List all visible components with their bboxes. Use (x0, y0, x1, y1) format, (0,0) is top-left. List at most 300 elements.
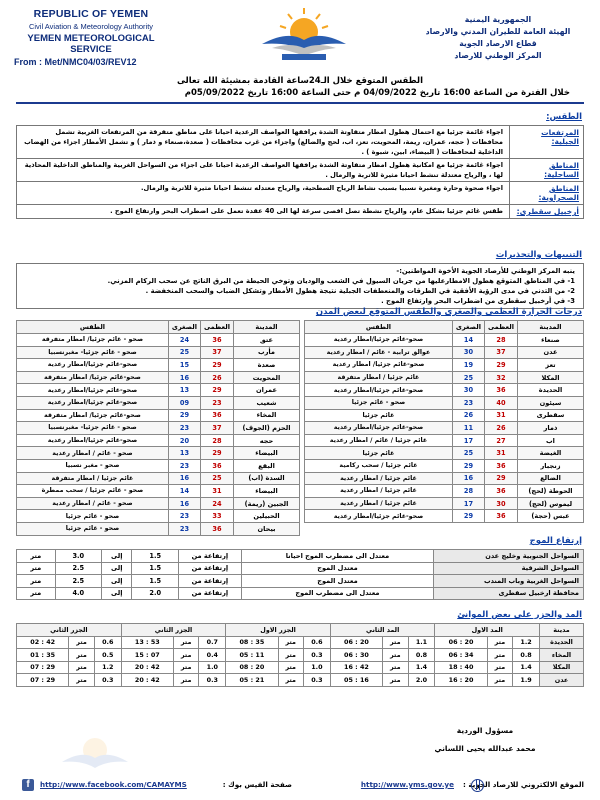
forecast-main-title: الطقس المتوقع خلال الـ24ساعة القادمة بمشيئة الله تعالى (176, 76, 424, 86)
wave-height-label: إرتفاعة من (179, 562, 242, 575)
city-name: بيحان (234, 522, 300, 535)
tide-unit: متر (69, 661, 94, 674)
temps-body-left (17, 334, 300, 536)
tide-time: 29 : 07 (17, 674, 69, 687)
wave-unit: متر (17, 550, 56, 563)
wave-to-label: إلى (102, 575, 132, 588)
tide-time: 42 : 20 (121, 661, 173, 674)
weather-section-title: الطقس: (546, 112, 582, 122)
min-temp: 29 (168, 409, 200, 422)
city-name: الغيضة (518, 447, 584, 460)
min-temp: 29 (452, 459, 484, 472)
wave-to: 3.0 (55, 550, 102, 563)
tide-unit: متر (383, 649, 408, 662)
wave-from: 2.0 (132, 587, 179, 600)
wave-state: معتدل الموج (241, 562, 433, 575)
tide-unit: متر (383, 636, 408, 649)
temps-section-title: درجات الحرارة العظمى والصغرى والطقس المتوقع لبعض المدن (315, 307, 582, 317)
max-temp: 30 (485, 497, 518, 510)
min-temp: 16 (168, 497, 200, 510)
city-name: الجبين (ريمة) (234, 497, 300, 510)
waves-table (16, 549, 584, 600)
tide-unit: متر (383, 661, 408, 674)
city-name: حجه (234, 434, 300, 447)
temps-row (305, 371, 584, 384)
temps-row (305, 510, 584, 523)
weather-desc: صحو-غائم جزئيا/امطار رعدية (17, 359, 169, 372)
weather-label: المناطق الصحراوية: (509, 182, 583, 204)
header-en-line3: YEMEN METEOROLOGICAL SERVICE (27, 33, 155, 55)
city-name: عبس (حجة) (518, 510, 584, 523)
tide-time: 11 : 05 (226, 649, 278, 662)
min-temp: 25 (168, 346, 200, 359)
tide-value: 1.9 (513, 674, 540, 687)
max-temp: 36 (485, 384, 518, 397)
tide-time: 20 : 08 (226, 661, 278, 674)
min-temp: 17 (452, 434, 484, 447)
tide-time: 40 : 18 (435, 661, 487, 674)
city-name: الحبيلين (234, 510, 300, 523)
weather-desc: صحو - غائم جزئيا/ امطار متفرقة (17, 334, 169, 347)
min-temp: 28 (452, 485, 484, 498)
tide-time: 42 : 16 (330, 661, 382, 674)
weather-text: اجواء صحوة وحارة ومغبرة نسبيا بسبب نشاط الرياح السطحية، والرياح معتدله تنشط احيانا مثيرة للاتربة والرمال. (141, 184, 503, 192)
temps-table-right (304, 320, 584, 523)
weather-row-mountains (17, 126, 583, 159)
weather-label: المرتفعات الجبلية: (509, 126, 583, 158)
temps-row (305, 346, 584, 359)
wave-region: السواحل الشرقية (434, 562, 584, 575)
tide-time: 07 : 15 (121, 649, 173, 662)
col-city-header: المدينة (518, 321, 584, 334)
min-temp: 14 (168, 485, 200, 498)
header-ar-line3: قطاع الارصاد الجوية (459, 39, 537, 48)
warning-line: ينبه المركز الوطني للأرصاد الجوية الأخوة المواطنين:- (396, 267, 575, 275)
temps-row (17, 359, 300, 372)
wave-row (17, 562, 584, 575)
wave-row (17, 550, 584, 563)
tides-header-row (17, 624, 584, 637)
temps-row (17, 472, 300, 485)
max-temp: 37 (485, 346, 518, 359)
weather-desc: صحو-غائم جزئيا/ امطار متفرقة (17, 371, 169, 384)
header-arabic-block (408, 14, 588, 62)
min-temp: 30 (452, 346, 484, 359)
min-temp: 13 (168, 447, 200, 460)
facebook-icon: f (22, 779, 34, 791)
max-temp: 33 (201, 510, 234, 523)
max-temp: 37 (201, 422, 234, 435)
max-temp: 32 (485, 371, 518, 384)
weather-desc: غائم جزئيا / سحب ركامية (305, 459, 453, 472)
temps-table-left (16, 320, 300, 536)
tides-section-title: المد والجزر على بعض الموانئ (457, 610, 582, 620)
wave-state: معتدل الى مضطرب الموج (241, 587, 433, 600)
tide-value: 1.2 (94, 661, 121, 674)
min-temp: 16 (452, 472, 484, 485)
weather-desc: غائم جزئيا (305, 409, 453, 422)
tide-unit: متر (487, 674, 512, 687)
tides-body (17, 636, 584, 686)
min-temp: 30 (452, 384, 484, 397)
city-name: عدن (518, 346, 584, 359)
city-name: المكلا (518, 371, 584, 384)
tide-time: 16 : 05 (330, 674, 382, 687)
tides-high1-header: المد الاول (435, 624, 540, 637)
weather-desc: صحو - غائم جزئيا (17, 510, 169, 523)
max-temp: 29 (485, 472, 518, 485)
tide-unit: متر (173, 636, 198, 649)
wave-row (17, 587, 584, 600)
max-temp: 27 (485, 434, 518, 447)
temps-row (17, 409, 300, 422)
city-name: ذمار (518, 422, 584, 435)
min-temp: 09 (168, 396, 200, 409)
header-ar-line1: الجمهورية اليمنية (464, 15, 532, 24)
tide-unit: متر (487, 649, 512, 662)
weather-desc: صحو-غائم جزئيا/امطار رعدية (305, 384, 453, 397)
min-temp: 15 (168, 359, 200, 372)
city-name: الحديدة (518, 384, 584, 397)
signature-role: مسؤول الوردية (456, 726, 514, 735)
temps-row (305, 422, 584, 435)
tide-time: 42 : 02 (17, 636, 69, 649)
temps-row (17, 447, 300, 460)
tide-port: الحديدة (540, 636, 584, 649)
temps-row (305, 472, 584, 485)
weather-desc: صحو-غائم جزئيا/ امطار متفرقة (17, 409, 169, 422)
tide-time: 21 : 05 (226, 674, 278, 687)
footer-site-link[interactable]: http://www.yms.gov.ye (360, 780, 454, 789)
min-temp: 23 (452, 396, 484, 409)
city-name: صعدة (234, 359, 300, 372)
min-temp: 16 (168, 371, 200, 384)
footer-site-label: الموقع الالكتروني للارصاد الجوية : (462, 780, 584, 789)
max-temp: 29 (201, 384, 234, 397)
temps-row (17, 346, 300, 359)
temps-body-right (305, 334, 584, 523)
city-name: البيضاء (234, 485, 300, 498)
tide-unit: متر (69, 636, 94, 649)
city-name: شعيب (234, 396, 300, 409)
temps-row (17, 422, 300, 435)
max-temp: 36 (201, 334, 234, 347)
warning-line: 2- من التدني في مدى الرؤية الأفقية في الطرقات والمنعطفات الجبلية نتيجة هطول الأمطار وتشكل الضباب والسحب المنخفضة . (145, 287, 575, 295)
weather-desc: صحو - غائم / امطار رعدية (17, 447, 169, 460)
wave-state: معتدل الموج (241, 575, 433, 588)
col-max-header: العظمى (201, 321, 234, 334)
min-temp: 29 (452, 510, 484, 523)
max-temp: 36 (201, 459, 234, 472)
header-ar-line2: الهيئة العامة للطيران المدني والارصاد (425, 27, 571, 36)
weather-desc: غائم جزئيا / امطار متفرقة (17, 472, 169, 485)
weather-desc: عوالق ترابية - غائم / امطار رعدية (305, 346, 453, 359)
weather-row-desert (17, 182, 583, 205)
tide-row (17, 649, 584, 662)
max-temp: 26 (485, 422, 518, 435)
tide-value: 1.0 (199, 661, 226, 674)
min-temp: 13 (168, 384, 200, 397)
col-city-header: المدينة (234, 321, 300, 334)
min-temp: 23 (168, 522, 200, 535)
tide-value: 1.1 (408, 636, 435, 649)
wave-to-label: إلى (102, 550, 132, 563)
max-temp: 31 (201, 485, 234, 498)
tide-time: 53 : 13 (121, 636, 173, 649)
wave-to: 2.5 (55, 562, 102, 575)
weather-desc: صحو - غائم / امطار رعدية (17, 497, 169, 510)
wave-unit: متر (17, 575, 56, 588)
tide-unit: متر (278, 674, 303, 687)
tide-port: عدن (540, 674, 584, 687)
tides-port-header: مدينة (540, 624, 584, 637)
header-en-line2: Civil Aviation & Meteorology Authority (28, 22, 154, 31)
city-name: عتق (234, 334, 300, 347)
tide-unit: متر (487, 636, 512, 649)
min-temp: 23 (168, 422, 200, 435)
temps-row (305, 384, 584, 397)
min-temp: 24 (168, 334, 200, 347)
tide-time: 20 : 06 (435, 636, 487, 649)
weather-desc: صحو-غائم جزئيا/امطار رعدية (17, 384, 169, 397)
min-temp: 11 (452, 422, 484, 435)
tide-value: 0.3 (199, 674, 226, 687)
footer-fb-link[interactable]: http://www.facebook.com/CAMAYMS (40, 780, 187, 789)
city-name: زنجبار (518, 459, 584, 472)
tide-value: 0.6 (94, 636, 121, 649)
tide-unit: متر (173, 661, 198, 674)
footer (16, 778, 584, 794)
temps-row (305, 447, 584, 460)
temps-row (17, 371, 300, 384)
wave-height-label: إرتفاعة من (179, 575, 242, 588)
wave-from: 1.5 (132, 575, 179, 588)
max-temp: 40 (485, 396, 518, 409)
forecast-titles (0, 76, 600, 104)
city-name: الحزم (الجوف) (234, 422, 300, 435)
max-temp: 28 (201, 434, 234, 447)
tide-time: 20 : 16 (435, 674, 487, 687)
tide-value: 0.6 (303, 636, 330, 649)
waves-section-title: إرتفاع الموج (529, 536, 582, 546)
city-name: المحويت (234, 371, 300, 384)
city-name: اب (518, 434, 584, 447)
tides-high2-header: المد الثاني (330, 624, 435, 637)
temps-row (17, 497, 300, 510)
weather-desc: غائم جزئيا / امطار رعدية (305, 472, 453, 485)
weather-label: أرخبيل سقطرى: (509, 205, 583, 218)
signature-block (410, 722, 560, 758)
city-name: سيئون (518, 396, 584, 409)
warnings-text (17, 264, 583, 308)
max-temp: 29 (485, 359, 518, 372)
city-name: تعز (518, 359, 584, 372)
tide-time: 35 : 08 (226, 636, 278, 649)
temps-row (17, 396, 300, 409)
tide-time: 30 : 06 (330, 649, 382, 662)
tide-value: 0.3 (303, 674, 330, 687)
weather-desc: غائم جزئيا (305, 447, 453, 460)
min-temp: 23 (168, 459, 200, 472)
weather-box (16, 125, 584, 219)
tide-time: 35 : 01 (17, 649, 69, 662)
weather-desc: صحو-غائم جزئيا/امطار رعدية (305, 422, 453, 435)
header-divider (16, 102, 584, 104)
city-name: البيضاء (234, 447, 300, 460)
max-temp: 36 (485, 485, 518, 498)
document-header (0, 0, 600, 98)
city-name: صنعاء (518, 334, 584, 347)
tide-row (17, 661, 584, 674)
weather-desc: صحو - غائم جزئيا- مغبرنسبيا (17, 346, 169, 359)
tide-time: 34 : 06 (435, 649, 487, 662)
max-temp: 36 (201, 522, 234, 535)
warning-line: 1- في المناطق المتوقع هطول الامطارعليها من جريان السيول في الشعب والوديان وتوخي الحيطة من البرق الناتج عن سحب الركام المزني. (107, 277, 575, 285)
city-name: المخاء (234, 409, 300, 422)
tide-port: المكلا (540, 661, 584, 674)
weather-desc: صحو - غائم جزئيا- مغبرنسبيا (17, 422, 169, 435)
wave-state: معتدل الى مضطرب الموج احيانا (241, 550, 433, 563)
min-temp: 23 (168, 510, 200, 523)
weather-desc: غائم جزئيا / غائم / امطار رعدية (305, 434, 453, 447)
min-temp: 17 (452, 497, 484, 510)
tide-unit: متر (487, 661, 512, 674)
wave-row (17, 575, 584, 588)
city-name: ليموس (لحج) (518, 497, 584, 510)
temps-row (305, 434, 584, 447)
signature-name: محمد عبدالله يحيى اللساني (434, 744, 536, 753)
header-english-block (6, 8, 176, 67)
tides-low2-header: الجزر الثاني (121, 624, 226, 637)
col-max-header: العظمى (485, 321, 518, 334)
wave-to-label: إلى (102, 562, 132, 575)
temps-header-row (17, 321, 300, 334)
min-temp: 25 (452, 371, 484, 384)
temps-row (305, 459, 584, 472)
tide-value: 1.4 (408, 661, 435, 674)
max-temp: 29 (201, 359, 234, 372)
city-name: الضالع (518, 472, 584, 485)
weather-desc: صحو - غائم جزئيا (305, 396, 453, 409)
wave-height-label: إرتفاعة من (179, 550, 242, 563)
wave-region: السواحل الجنوبية وخليج عدن (434, 550, 584, 563)
temps-row (305, 396, 584, 409)
max-temp: 24 (201, 497, 234, 510)
tide-value: 2.0 (408, 674, 435, 687)
weather-desc: غائم جزئيا / امطار رعدية (305, 497, 453, 510)
weather-desc: صحو - غائم جزئيا / سحب ممطرة (17, 485, 169, 498)
tide-value: 1.0 (303, 661, 330, 674)
forecast-period: خلال الفترة من الساعة 16:00 تاريخ 04/09/2022 م حتى الساعة 16:00 تاريخ 05/09/2022م (184, 88, 570, 98)
tide-value: 1.4 (513, 661, 540, 674)
city-name: البقع (234, 459, 300, 472)
yemen-meteorology-logo (258, 4, 350, 68)
tide-value: 0.5 (94, 649, 121, 662)
waves-body (17, 550, 584, 600)
city-name: مأرب (234, 346, 300, 359)
min-temp: 14 (452, 334, 484, 347)
tide-unit: متر (173, 649, 198, 662)
temps-row (17, 510, 300, 523)
tide-row (17, 636, 584, 649)
temps-row (305, 334, 584, 347)
weather-desc: صحو-غائم جزئيا/امطار رعدية (305, 334, 453, 347)
max-temp: 25 (201, 472, 234, 485)
max-temp: 36 (485, 510, 518, 523)
weather-desc: صحو-غائم جزئيا/امطار رعدية (17, 396, 169, 409)
min-temp: 26 (452, 409, 484, 422)
weather-desc: غائم جزئيا / امطار متفرقة (305, 371, 453, 384)
tide-unit: متر (173, 674, 198, 687)
tide-value: 0.3 (94, 674, 121, 687)
city-name: الحوطة (لحج) (518, 485, 584, 498)
tide-port: المخاء (540, 649, 584, 662)
globe-icon (471, 779, 484, 792)
city-name: عمران (234, 384, 300, 397)
warnings-box (16, 263, 584, 309)
wave-to-label: إلى (102, 587, 132, 600)
weather-desc: صحو-غائم جزئيا/امطار رعدية (17, 434, 169, 447)
tide-unit: متر (69, 674, 94, 687)
min-temp: 20 (168, 434, 200, 447)
tide-value: 0.4 (199, 649, 226, 662)
col-min-header: الصغرى (452, 321, 484, 334)
wave-to: 2.5 (55, 575, 102, 588)
wave-from: 1.5 (132, 562, 179, 575)
tide-unit: متر (383, 674, 408, 687)
temps-row (17, 459, 300, 472)
col-min-header: الصغرى (168, 321, 200, 334)
temps-row (17, 485, 300, 498)
wave-from: 1.5 (132, 550, 179, 563)
header-en-line4: From : Met/NMC04/03/REV12 (14, 57, 137, 67)
tide-value: 0.8 (408, 649, 435, 662)
temps-row (305, 409, 584, 422)
city-name: السدة (اب) (234, 472, 300, 485)
tide-value: 0.3 (303, 649, 330, 662)
temps-row (305, 485, 584, 498)
tides-low2b-header: الجزر الثاني (17, 624, 122, 637)
footer-fb-label: صفحة الفيس بوك : (222, 780, 292, 789)
wave-region: محافظة ارخبيل سقطرى (434, 587, 584, 600)
max-temp: 36 (485, 459, 518, 472)
tide-unit: متر (278, 649, 303, 662)
min-temp: 25 (452, 447, 484, 460)
tide-unit: متر (278, 661, 303, 674)
weather-text: اجواء غائمة جزئيا مع امكانية هطول امطار متفاوتة الشدة يرافقها العواصف الرعدية احيانا على اجزاء من السواحل الغربية والمناطق الداخلية المحاذية لها ، والرياح معتدلة تنشط احيانا مثيرة للاتربة والرمال . (24, 161, 503, 179)
weather-desc: غائم جزئيا / امطار رعدية (305, 485, 453, 498)
temps-row (305, 359, 584, 372)
col-wx-header: الطقس (305, 321, 453, 334)
warning-line: 3- في أرخبيل سقطرى من اضطراب البحر وارتفاع الموج . (381, 297, 575, 305)
max-temp: 23 (201, 396, 234, 409)
tide-unit: متر (69, 649, 94, 662)
weather-desc: صحو-غائم جزئيا/امطار رعدية (305, 510, 453, 523)
temps-row (17, 384, 300, 397)
weather-desc: صحو - مغبر نسبيا (17, 459, 169, 472)
max-temp: 36 (201, 409, 234, 422)
max-temp: 37 (201, 346, 234, 359)
wave-height-label: إرتفاعة من (179, 587, 242, 600)
weather-row-socotra (17, 205, 583, 218)
max-temp: 26 (201, 371, 234, 384)
max-temp: 31 (485, 409, 518, 422)
weather-text: اجواء غائمة جزئيا مع احتمال هطول امطار متفاوتة الشدة يرافقها العواصف الرعدية احيانا على مناطق متفرقة من المرتفعات الغربية تشمل محافظات ( حجه، عمران، ريمة، المحويت، تعز، اب، لحج والضالع) واجزاء من غرب محافظات ( صعدة،صنعاء و ذمار ) و تشمل الأمطار اجزاء من الهضاب الداخلية لمحافظات ( البيضاء، ابين، شبوة ) . (24, 128, 503, 156)
weather-desc: صحو - غائم جزئيا (17, 522, 169, 535)
watermark-logo (60, 730, 130, 780)
wave-region: السواحل الغربية وباب المندب (434, 575, 584, 588)
wave-unit: متر (17, 562, 56, 575)
